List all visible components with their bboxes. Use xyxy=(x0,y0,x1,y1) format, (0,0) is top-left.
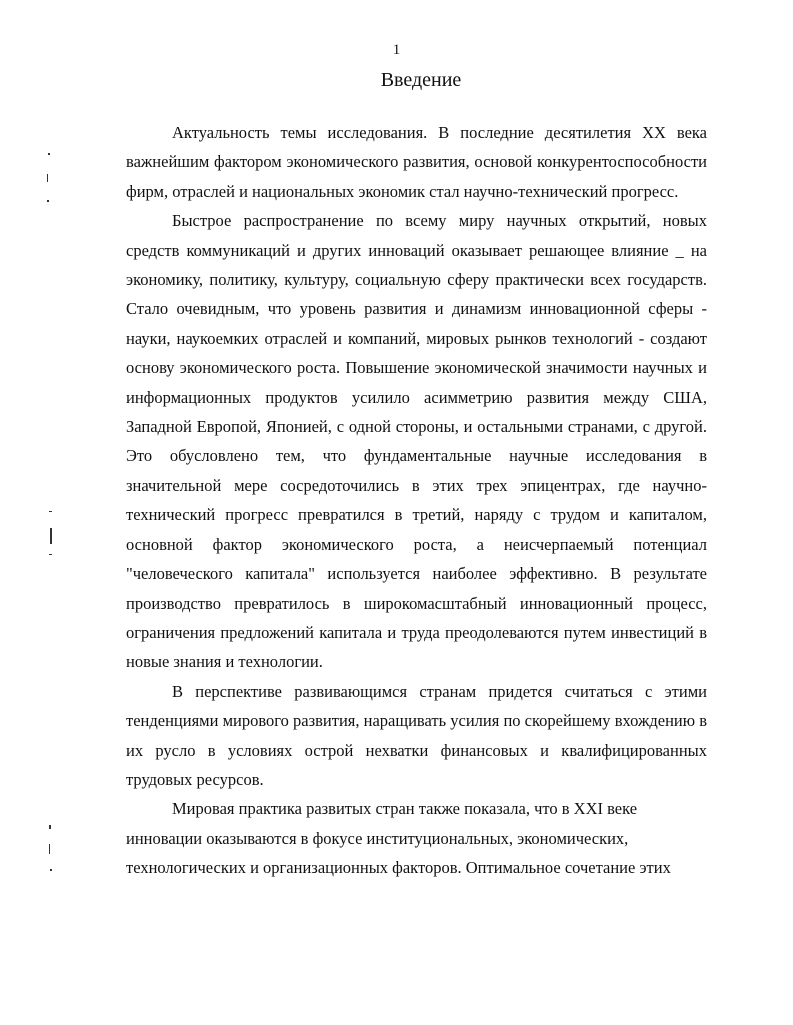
scan-mark xyxy=(47,200,49,202)
page-number: 1 xyxy=(392,42,401,58)
scan-mark xyxy=(49,554,52,555)
scan-mark xyxy=(49,511,52,512)
page-title: Введение xyxy=(380,69,462,91)
paragraph-relevance: Актуальность темы исследования. В последние десятилетия XX века важнейшим фактором экономического развития, основой конкурентоспособности фирм, отраслей и национальных экономик стал научно-технический прогресс. xyxy=(126,123,707,201)
paragraph-world-practice: Мировая практика развитых стран также показала, что в XXI веке инновации оказываются в фокусе институциональных, экономических, технологических и организационных факторов. Оптимальное сочетание этих xyxy=(126,799,671,878)
paragraph-developing-countries: В перспективе развивающимся странам придется считаться с этими тенденциями мирового развития, наращивать усилия по скорейшему вхождению в их русло в условиях острой нехватки финансовых и квалифицированных трудовых ресурсов. xyxy=(126,681,707,789)
paragraph-innovation-spread: Быстрое распространение по всему миру научных открытий, новых средств коммуникаций и других инноваций оказывает решающее влияние _ на экономику, политику, культуру, социальную сферу практически всех государств. Стало очевидным, что уровень развития и динамизм инновационной сферы - науки, наукоемких отраслей и компаний, мировых рынков технологий - создают основу экономического роста. Повышение экономической значимости научных и информационных продуктов усилило асимметрию развития между США, Западной Европой, Японией, с одной стороны, и остальными странами, с другой. Это обусловлено тем, что фундаментальные научные исследования в значительной мере сосредоточились в этих трех эпицентрах, где научно-технический прогресс превратился в третий, наряду с трудом и капиталом, основной фактор экономического роста, а неисчерпаемый потенциал "человеческого капитала" используется наиболее эффективно. В результате производство превратилось в широкомасштабный инновационный процесс, ограничения предложений капитала и труда преодолеваются путем инвестиций в новые знания и технологии. xyxy=(126,211,707,672)
scan-mark xyxy=(47,174,48,182)
scan-mark xyxy=(49,825,51,829)
scan-mark xyxy=(50,869,52,871)
scan-mark xyxy=(49,844,50,854)
document-body xyxy=(126,118,707,883)
scan-mark xyxy=(48,153,50,155)
scan-mark xyxy=(50,528,52,544)
